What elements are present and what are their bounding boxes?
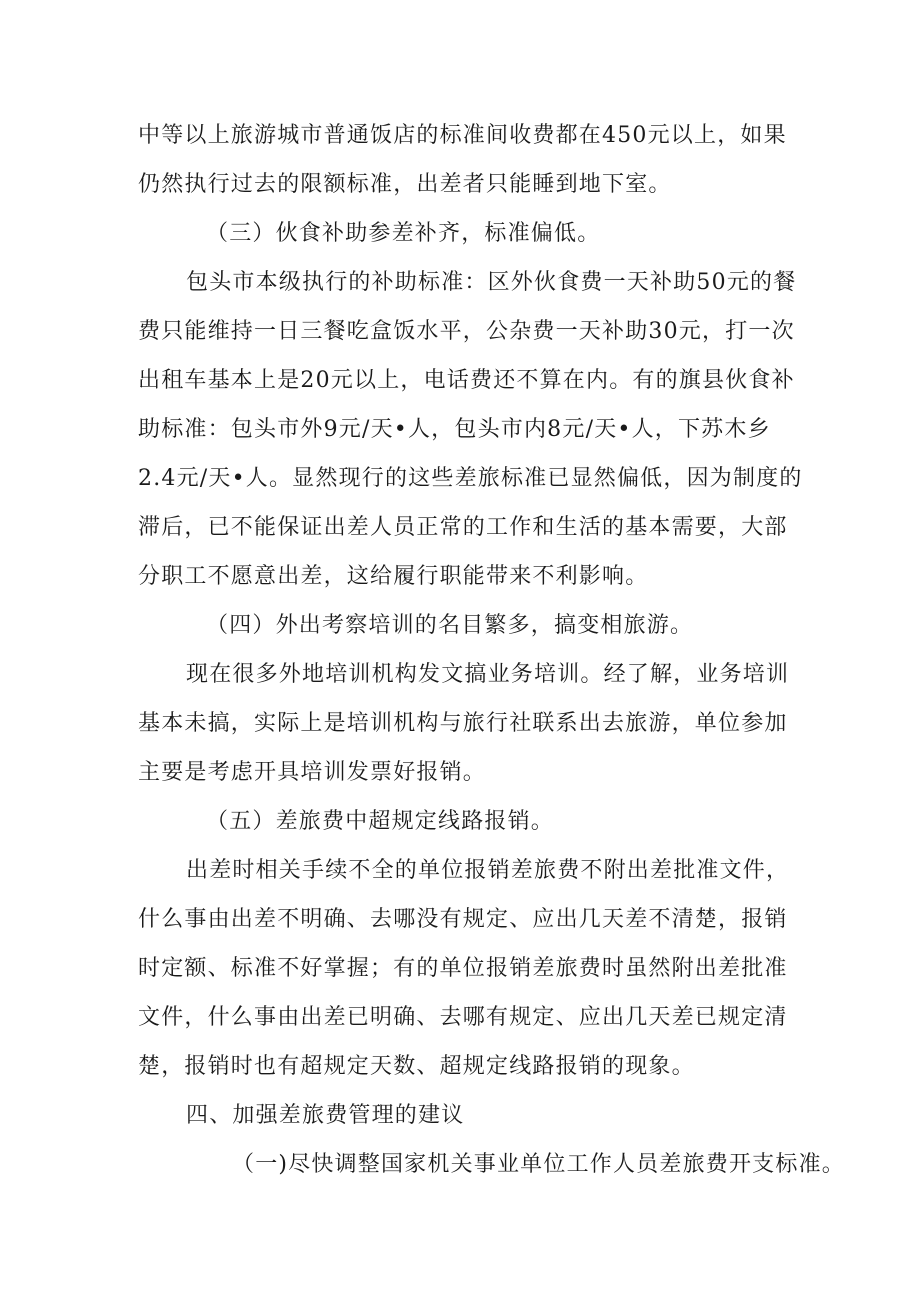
- text-line: 主要是考虑开具培训发票好报销。: [138, 760, 487, 785]
- text-line: 什么事由出差不明确、去哪没有规定、应出几天差不清楚，报销: [138, 907, 788, 932]
- section-heading: （三）伙食补助参差补齐，标准偏低。: [206, 221, 601, 246]
- subsection-heading: （一)尽快调整国家机关事业单位工作人员差旅费开支标准。: [232, 1152, 845, 1177]
- section-heading: （五）差旅费中超规定线路报销。: [206, 809, 555, 834]
- text-line: 时定额、标准不好掌握；有的单位报销差旅费时虽然附出差批准: [138, 956, 788, 981]
- text-line: 文件，什么事由出差已明确、去哪有规定、应出几天差已规定清: [138, 1005, 788, 1030]
- text-line: 费只能维持一日三餐吃盒饭水平，公杂费一天补助30元，打一次: [138, 319, 795, 344]
- text-line: 出租车基本上是20元以上，电话费还不算在内。有的旗县伙食补: [138, 368, 795, 393]
- text-line: 楚，报销时也有超规定天数、超规定线路报销的现象。: [138, 1054, 695, 1079]
- text-line: 出差时相关手续不全的单位报销差旅费不附出差批准文件，: [186, 858, 790, 883]
- text-line: 中等以上旅游城市普通饭店的标准间收费都在450元以上，如果: [138, 123, 787, 148]
- text-line: 分职工不愿意出差，这给履行职能带来不利影响。: [138, 564, 649, 589]
- text-line: 2.4元/天•人。显然现行的这些差旅标准已显然偏低，因为制度的: [138, 466, 803, 491]
- section-heading: （四）外出考察培训的名目繁多，搞变相旅游。: [206, 613, 694, 638]
- text-line: 现在很多外地培训机构发文搞业务培训。经了解，业务培训: [186, 662, 790, 687]
- text-line: 仍然执行过去的限额标准，出差者只能睡到地下室。: [138, 172, 672, 197]
- text-line: 包头市本级执行的补助标准：区外伙食费一天补助50元的餐: [186, 270, 797, 295]
- section-heading: 四、加强差旅费管理的建议: [186, 1103, 465, 1128]
- text-line: 滞后，已不能保证出差人员正常的工作和生活的基本需要，大部: [138, 515, 788, 540]
- text-line: 助标准：包头市外9元/天•人，包头市内8元/天•人，下苏木乡: [138, 417, 771, 442]
- text-line: 基本未搞，实际上是培训机构与旅行社联系出去旅游，单位参加: [138, 711, 788, 736]
